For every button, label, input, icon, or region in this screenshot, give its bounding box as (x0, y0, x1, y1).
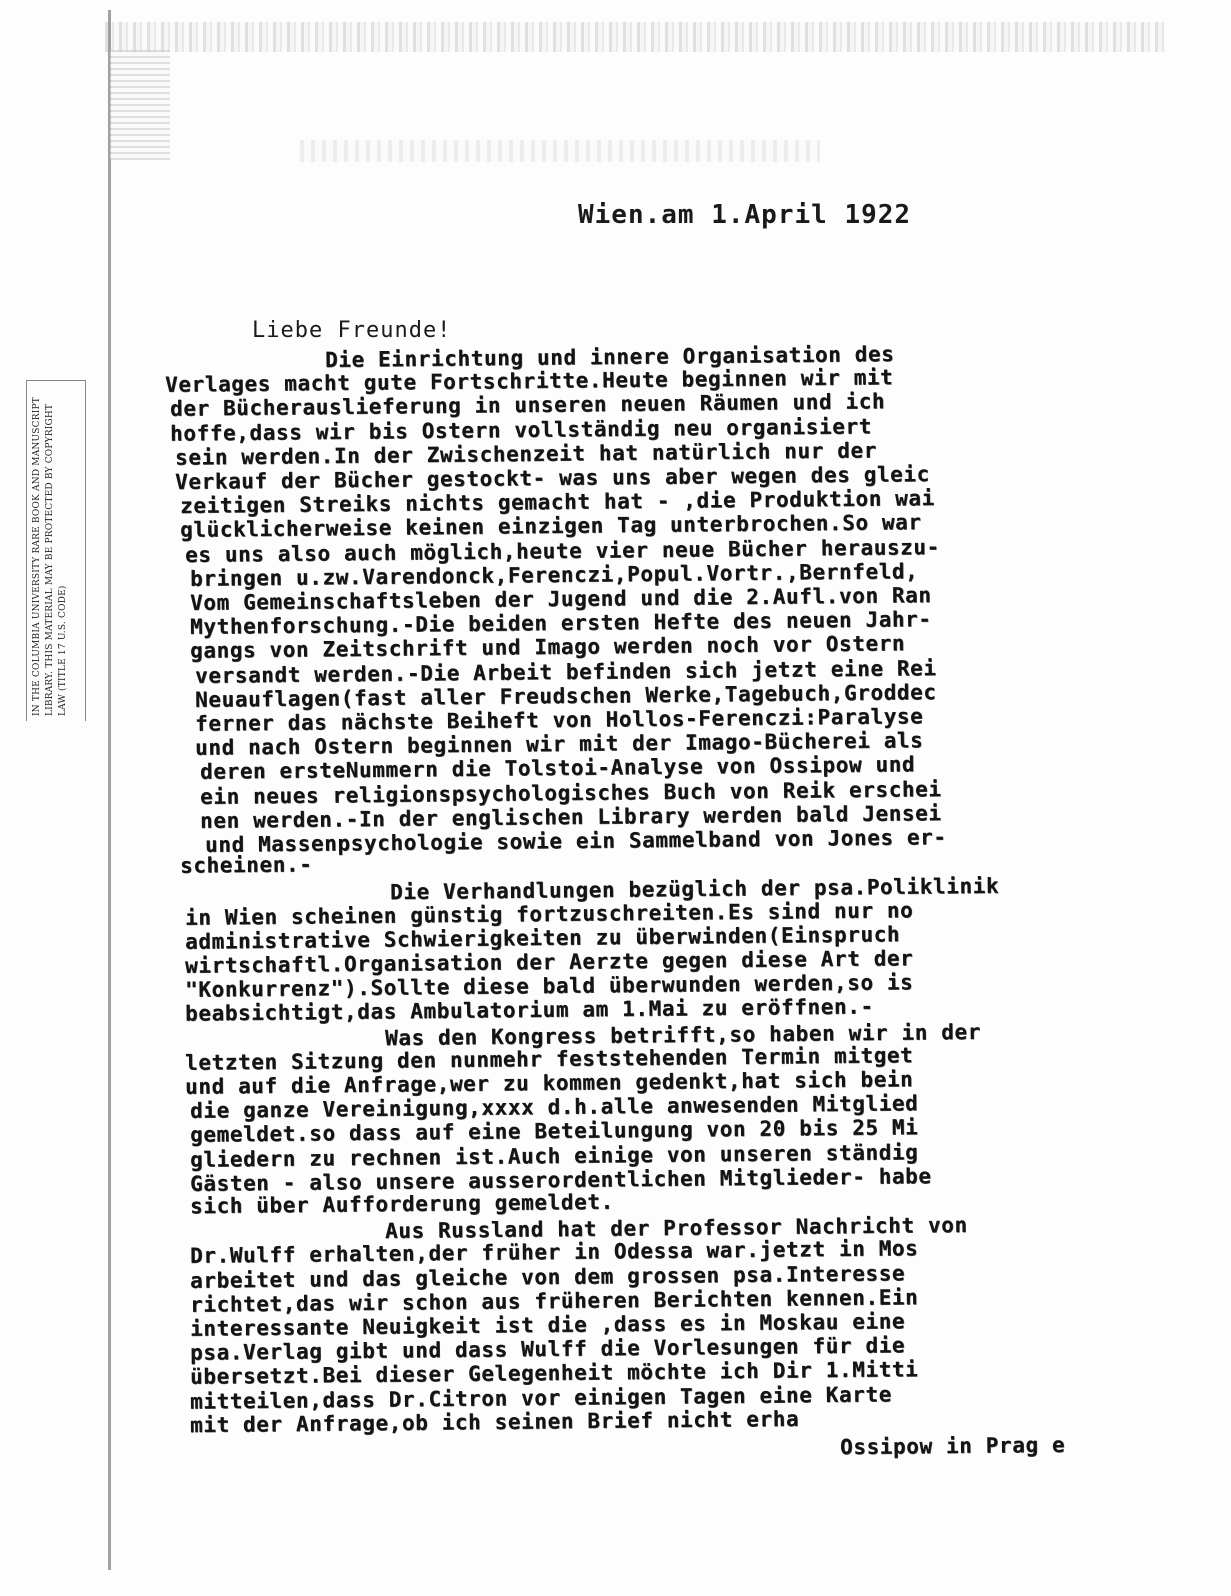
letter-line: Dr.Wulff erhalten,der früher in Odessa war.jetzt in Mos (189, 1236, 919, 1269)
letter-line: zeitigen Streiks nichts gemacht hat - ,die Produktion wai (179, 486, 935, 519)
letter-line: ferner das nächste Beiheft von Hollos-Ferenczi:Paralyse (194, 704, 924, 736)
letter-line: ein neues religionspsychologisches Buch von Reik erschei (199, 776, 942, 809)
letter-line: und auf die Anfrage,wer zu kommen gedenkt,hat sich bein (184, 1067, 914, 1099)
letter-line: versandt werden.-Die Arbeit befinden sich jetzt eine Rei (194, 655, 937, 688)
letter-line: beabsichtigt,das Ambulatorium am 1.Mai zu eröffnen.- (184, 994, 874, 1026)
letter-line: wirtschaftl.Organisation der Aerzte gegen diese Art der (184, 946, 914, 978)
letter-line: Gästen - also unsere ausserordentlichen Mitglieder- habe (189, 1163, 932, 1196)
scan-noise-top (105, 22, 1165, 52)
letter-line: Neuauflagen(fast aller Freudschen Werke,Tagebuch,Groddec (194, 679, 937, 712)
letter-line: arbeitet und das gleiche von dem grossen psa.Interesse (189, 1260, 906, 1293)
letter-line: gangs von Zeitschrift und Imago werden noch vor Ostern (189, 631, 906, 664)
letter-line: scheinen.- (179, 852, 313, 878)
letter-line: gemeldet.so dass auf eine Beteilungung von 20 bis 25 Mi (189, 1115, 919, 1148)
letter-line: Vom Gemeinschaftsleben der Jugend und die 2.Aufl.von Ran (189, 583, 932, 615)
letter-line: hoffe,dass wir bis Ostern vollständig neu organisiert (169, 413, 872, 446)
letter-line: Mythenforschung.-Die beiden ersten Hefte des neuen Jahr- (189, 607, 932, 640)
letter-line: mit der Anfrage,ob ich seinen Brief nicht erha (189, 1406, 800, 1437)
scan-smudge-faint-line (300, 140, 820, 162)
letter-date: Wien.am 1.April 1922 (578, 200, 912, 230)
letter-line: in Wien scheinen günstig fortzuschreiten.Es sind nur no (184, 897, 914, 930)
letter-line: glücklicherweise keinen einzigen Tag unterbrochen.So war (179, 510, 922, 543)
scan-edge-left (108, 10, 111, 1570)
letter-line: gliedern zu rechnen ist.Auch einige von unseren ständig (189, 1139, 919, 1172)
letter-line: und Massenpsychologie sowie ein Sammelband von Jones er- (204, 825, 947, 857)
letter-line: sich über Aufforderung gemeldet. (189, 1189, 614, 1219)
letter-line: Was den Kongress betrifft,so haben wir in der (384, 1019, 982, 1050)
letter-line: Verkauf der Bücher gestockt- was uns aber wegen des gleic (174, 462, 930, 494)
copyright-notice: IN THE COLUMBIA UNIVERSITY RARE BOOK AND MANUSCRIPT LIBRARY. THIS MATERIAL MAY BE PROTECTED BY COPYRIGHT LAW (TITLE 17 U.S. CODE) (32, 397, 68, 716)
letter-line: Verlages macht gute Fortschritte.Heute beginnen wir mit (164, 365, 894, 398)
letter-line: Aus Russland hat der Professor Nachricht von (384, 1213, 968, 1244)
letter-line: bringen u.zw.Varendonck,Ferenczi,Popul.Vortr.,Bernfeld, (189, 558, 919, 591)
letter-line: nen werden.-In der englischen Library werden bald Jensei (199, 800, 942, 833)
letter-line: es uns also auch möglich,heute vier neue Bücher herauszu- (184, 534, 940, 567)
copyright-stamp (26, 380, 86, 721)
letter-line: der Bücherauslieferung in unseren neuen Räumen und ich (169, 389, 886, 422)
letter-line: Ossipow in Prag e (839, 1432, 1066, 1460)
letter-line: administrative Schwierigkeiten zu überwinden(Einspruch (184, 922, 901, 954)
letter-line: sein werden.In der Zwischenzeit hat natürlich nur der (174, 438, 877, 470)
letter-line: interessante Neuigkeit ist die ,dass es in Moskau eine (189, 1309, 906, 1341)
letter-salutation: Liebe Freunde! (252, 318, 452, 343)
letter-line: richtet,das wir schon aus früheren Berichten kennen.Ein (189, 1284, 919, 1317)
letter-line: übersetzt.Bei dieser Gelegenheit möchte ich Dir 1.Mitti (189, 1357, 919, 1390)
letter-line: Die Einrichtung und innere Organisation des (324, 342, 895, 372)
letter-line: deren ersteNummern die Tolstoi-Analyse von Ossipow und (199, 752, 916, 785)
letter-line: Die Verhandlungen bezüglich der psa.Poliklinik (389, 874, 1000, 905)
letter-line: die ganze Vereinigung,xxxx d.h.alle anwesenden Mitglied (189, 1091, 919, 1124)
letter-line: psa.Verlag gibt und dass Wulff die Vorlesungen für die (189, 1333, 906, 1365)
letter-line: "Konkurrenz").Sollte diese bald überwunden werden,so is (184, 970, 914, 1003)
letter-line: und nach Ostern beginnen wir mit der Imago-Bücherei als (194, 728, 924, 761)
letter-line: letzten Sitzung den nunmehr feststehenden Termin mitget (184, 1042, 914, 1075)
scan-smudge (110, 50, 170, 160)
letter-line: mitteilen,dass Dr.Citron vor einigen Tagen eine Karte (189, 1381, 892, 1414)
